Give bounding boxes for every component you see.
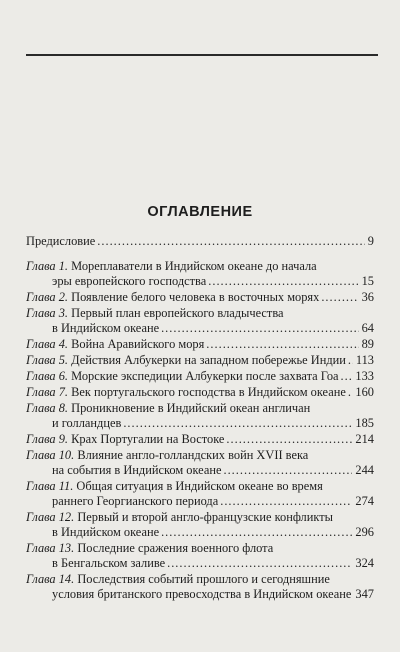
toc-entry-line	[26, 572, 374, 587]
page-number: 274	[352, 494, 374, 509]
chapter-number: Глава 7.	[26, 385, 69, 399]
toc-entry-line	[26, 337, 374, 352]
toc-entry	[26, 401, 374, 431]
chapter-number: Глава 8.	[26, 401, 69, 415]
chapter-title: Влияние англо-голландских войн XVII века	[77, 448, 309, 462]
toc-entry-line	[26, 290, 374, 305]
chapter-number: Глава 5.	[26, 353, 69, 367]
toc-entry-line	[26, 479, 374, 494]
toc-entry-line	[26, 321, 374, 336]
chapter-number: Глава 11.	[26, 479, 74, 493]
chapter-number: Глава 10.	[26, 448, 75, 462]
toc-entry	[26, 510, 374, 540]
chapter-number: Глава 1.	[26, 259, 69, 273]
toc-entry-line	[26, 556, 374, 571]
chapter-title: Крах Португалии на Востоке	[71, 432, 225, 446]
toc-entry-line	[26, 587, 374, 602]
page-number: 160	[352, 385, 374, 400]
page-number: 15	[359, 274, 374, 289]
chapter-title: Общая ситуация в Индийском океане во время	[76, 479, 323, 493]
chapter-number: Глава 6.	[26, 369, 69, 383]
toc-entry	[26, 479, 374, 509]
page-number: 296	[352, 525, 374, 540]
toc-entry-line	[26, 463, 374, 478]
toc-entry-line	[26, 510, 374, 525]
toc-entry-line	[26, 306, 374, 321]
top-rule	[26, 54, 378, 56]
toc-entry	[26, 234, 374, 249]
chapter-title: и голландцев	[52, 416, 122, 430]
chapter-number: Глава 12.	[26, 510, 75, 524]
chapter-title: эры европейского господства	[52, 274, 207, 288]
page-number: 89	[359, 337, 374, 352]
chapter-title: Война Аравийского моря	[71, 337, 205, 351]
chapter-title: на события в Индийском океане	[52, 463, 222, 477]
page-number: 64	[359, 321, 374, 336]
page-number: 36	[359, 290, 374, 305]
toc-entry-line	[26, 234, 374, 249]
toc-entry	[26, 337, 374, 352]
toc-entry-line	[26, 385, 374, 400]
page-number: 9	[365, 234, 374, 249]
chapter-title: Проникновение в Индийский океан англичан	[71, 401, 311, 415]
toc-entry	[26, 259, 374, 289]
toc-entry-line	[26, 416, 374, 431]
page-number: 185	[352, 416, 374, 431]
toc-entry	[26, 541, 374, 571]
table-of-contents	[26, 234, 374, 602]
page-number: 347	[352, 587, 374, 602]
toc-entry	[26, 353, 374, 368]
toc-entry	[26, 290, 374, 305]
page-number: 113	[353, 353, 374, 368]
chapter-title: Предисловие	[26, 234, 96, 248]
toc-entry-line	[26, 494, 374, 509]
toc-entry-line	[26, 448, 374, 463]
chapter-title: Первый и второй англо-французские конфликты	[77, 510, 333, 524]
chapter-title: Век португальского господства в Индийском океане	[71, 385, 346, 399]
chapter-number: Глава 9.	[26, 432, 69, 446]
page-number: 214	[352, 432, 374, 447]
toc-entry-line	[26, 274, 374, 289]
toc-entry	[26, 572, 374, 602]
toc-entry-line	[26, 353, 374, 368]
chapter-title: Мореплаватели в Индийском океане до начала	[71, 259, 317, 273]
chapter-number: Глава 3.	[26, 306, 69, 320]
page-title: ОГЛАВЛЕНИЕ	[147, 204, 253, 220]
chapter-title: Появление белого человека в восточных морях	[71, 290, 320, 304]
chapter-title: Последние сражения военного флота	[77, 541, 274, 555]
chapter-title: в Бенгальском заливе	[52, 556, 166, 570]
chapter-title: Первый план европейского владычества	[71, 306, 284, 320]
toc-entry-line	[26, 525, 374, 540]
chapter-number: Глава 13.	[26, 541, 75, 555]
chapter-title: Последствия событий прошлого и сегодняшние	[77, 572, 330, 586]
chapter-title: Морские экспедиции Албукерки после захвата Гоа	[71, 369, 339, 383]
chapter-number: Глава 2.	[26, 290, 69, 304]
page-number: 324	[352, 556, 374, 571]
chapter-title: Действия Албукерки на западном побережье Индии	[71, 353, 346, 367]
toc-entry-line	[26, 541, 374, 556]
toc-entry	[26, 369, 374, 384]
toc-entry-line	[26, 369, 374, 384]
toc-entry-line	[26, 259, 374, 274]
chapter-title: условия британского превосходства в Индийском океане	[52, 587, 352, 601]
toc-entry	[26, 432, 374, 447]
toc-entry	[26, 448, 374, 478]
page-number: 244	[352, 463, 374, 478]
page-number: 133	[352, 369, 374, 384]
toc-entry-line	[26, 432, 374, 447]
chapter-number: Глава 14.	[26, 572, 75, 586]
chapter-title: в Индийском океане	[52, 321, 160, 335]
toc-entry	[26, 306, 374, 336]
toc-entry-line	[26, 401, 374, 416]
chapter-title: в Индийском океане	[52, 525, 160, 539]
toc-entry	[26, 385, 374, 400]
chapter-number: Глава 4.	[26, 337, 69, 351]
chapter-title: раннего Георгианского периода	[52, 494, 219, 508]
